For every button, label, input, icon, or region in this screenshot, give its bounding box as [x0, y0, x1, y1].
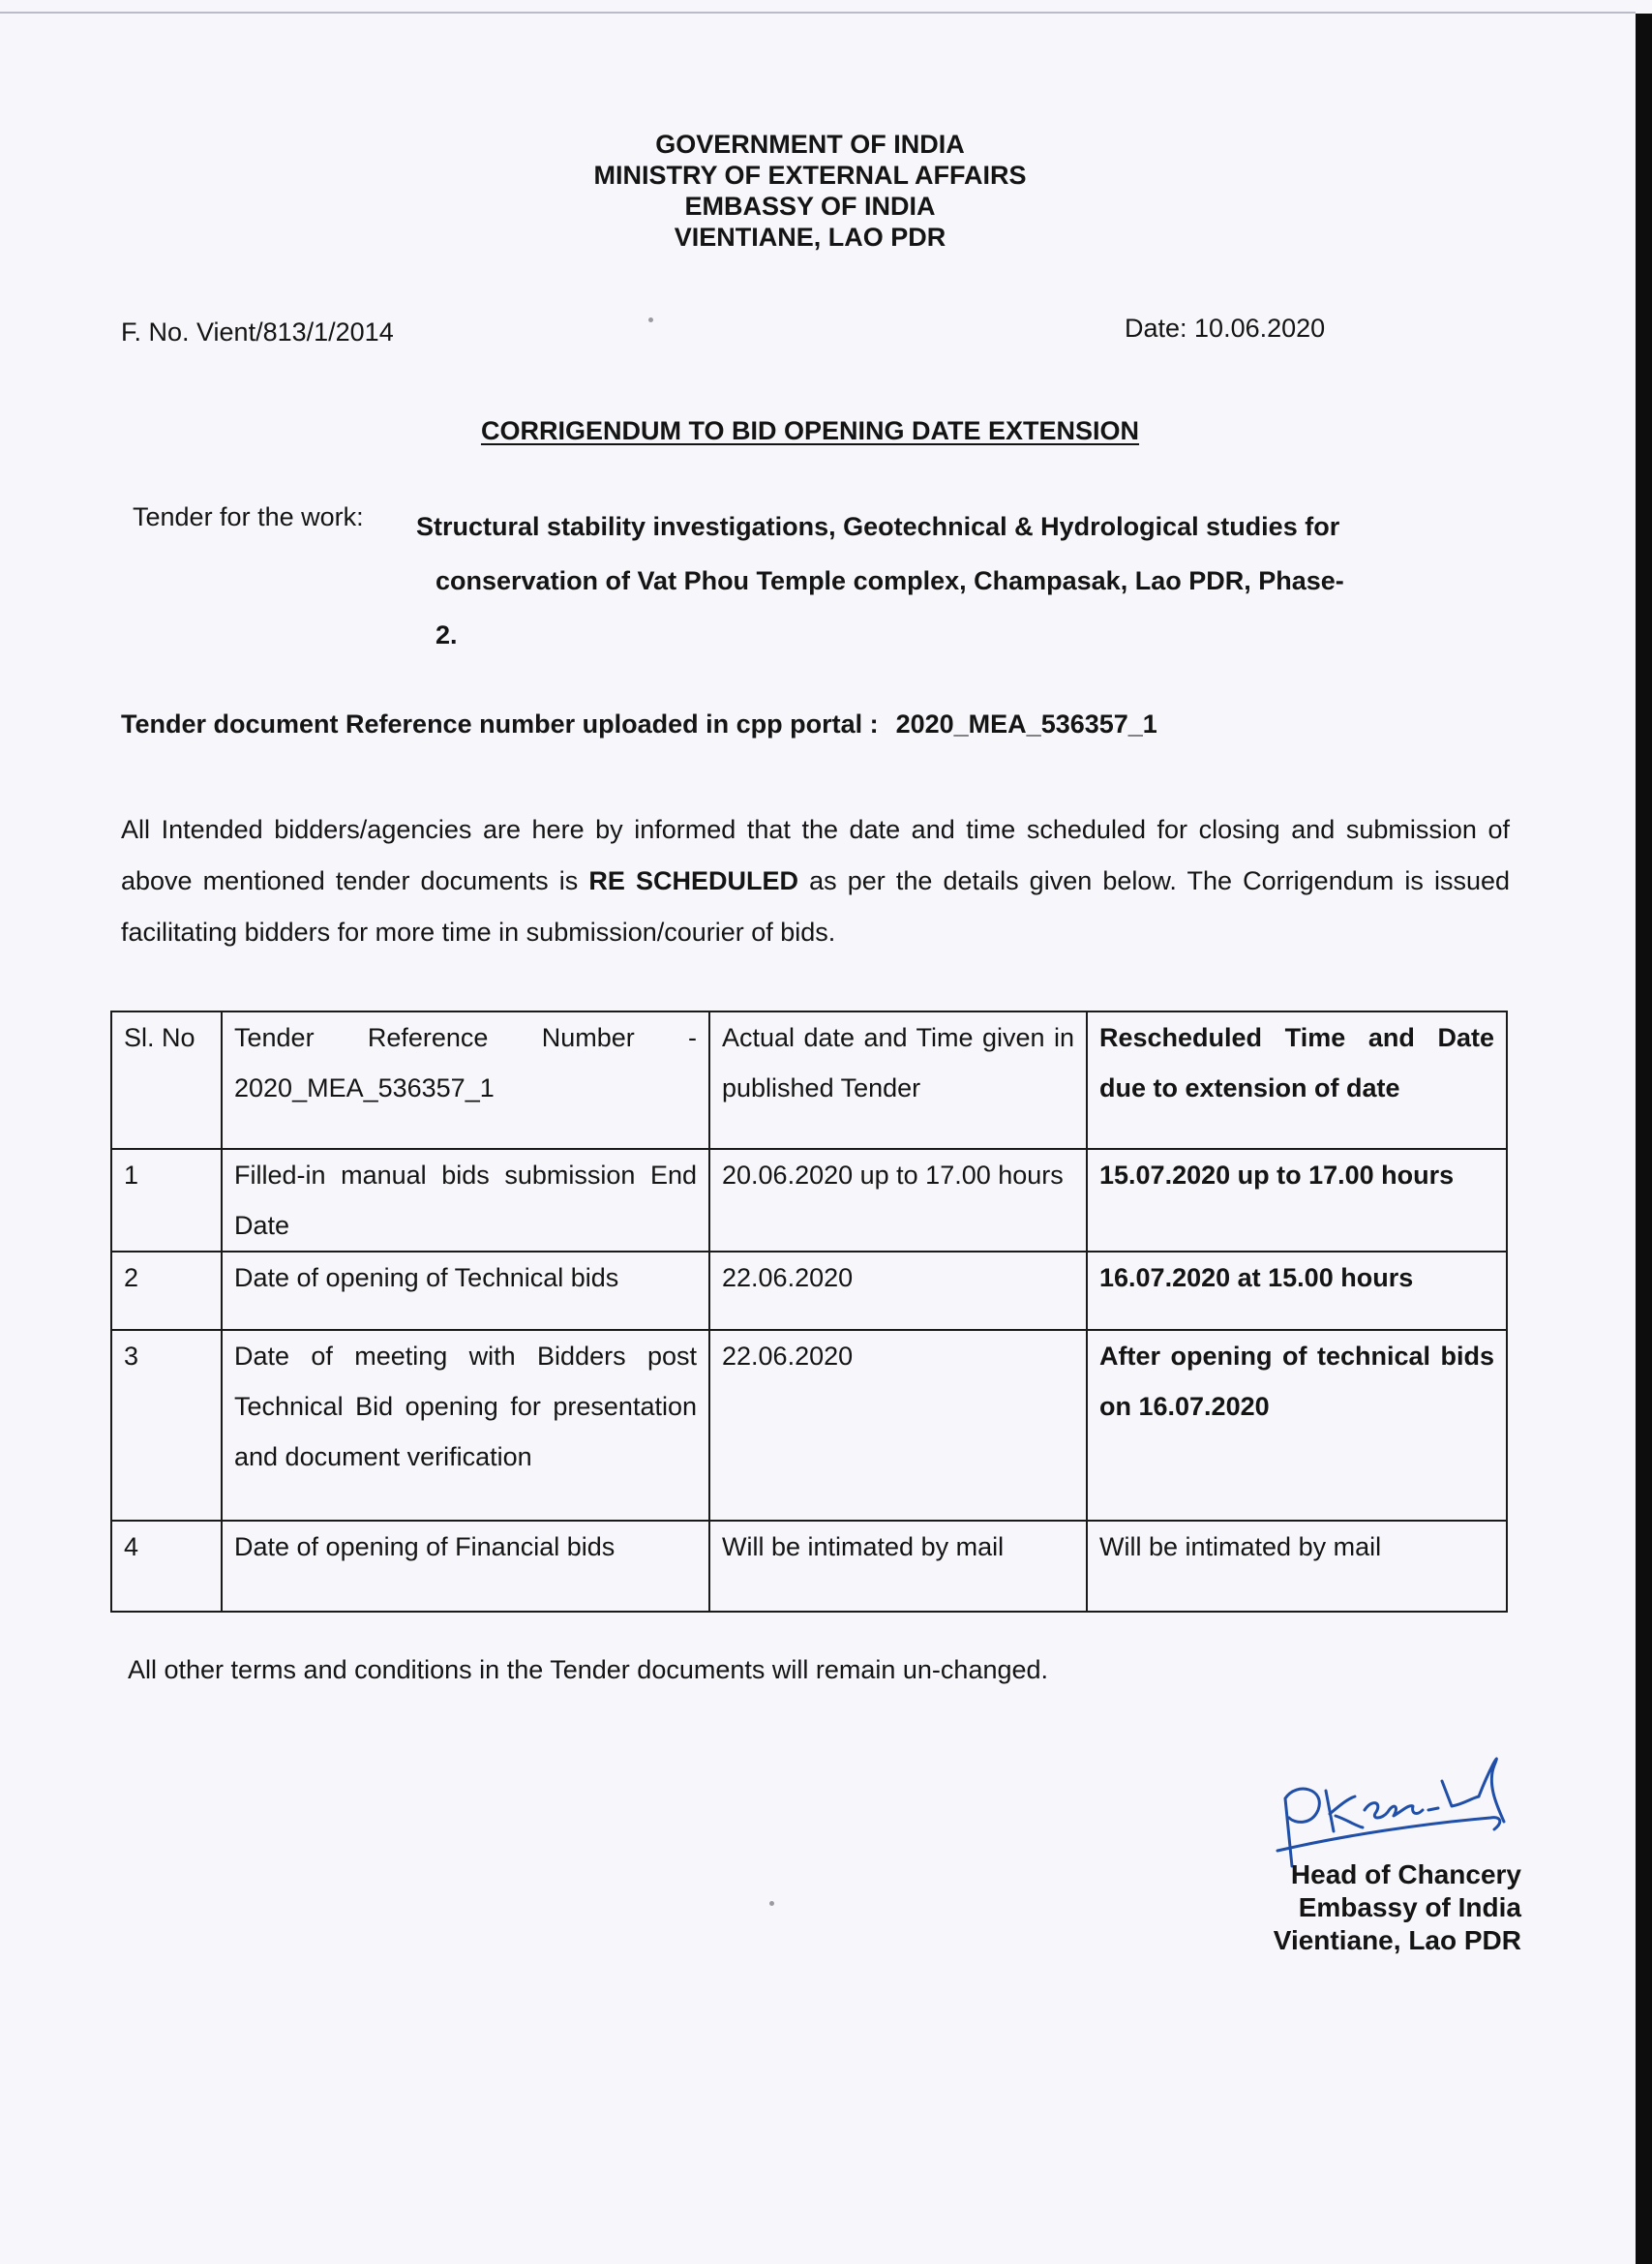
faint-stamp-impression: [1123, 2004, 1471, 2081]
tender-work-line-2: conservation of Vat Phou Temple complex, Champasak, Lao PDR, Phase-: [436, 566, 1344, 595]
tender-work-line-1: Structural stability investigations, Geotechnical & Hydrological studies for: [416, 512, 1340, 541]
letterhead-line-city: VIENTIANE, LAO PDR: [674, 223, 946, 252]
signatory-office: Embassy of India: [1298, 1892, 1521, 1922]
table-row: [111, 1149, 1507, 1252]
cell-actual: Will be intimated by mail: [709, 1521, 1087, 1612]
table-row: [111, 1521, 1507, 1612]
file-number: F. No. Vient/813/1/2014: [121, 317, 394, 347]
notice-text-part-1: All Intended bidders/agencies are here by informed that the date and time scheduled for closing and submission of above mentioned tender documents is: [121, 815, 1510, 895]
document-date: Date: 10.06.2020: [1125, 314, 1326, 343]
cell-item: Date of opening of Financial bids: [222, 1521, 709, 1612]
cell-actual: 22.06.2020: [709, 1330, 1087, 1521]
schedule-table: [110, 1011, 1508, 1613]
signatory-location: Vientiane, Lao PDR: [1273, 1925, 1521, 1955]
cell-item: Date of opening of Technical bids: [222, 1252, 709, 1330]
cell-sl: 1: [111, 1149, 222, 1252]
tender-work-line-3: 2.: [436, 620, 458, 649]
letterhead: [0, 129, 1620, 253]
cell-item: Date of meeting with Bidders post Technical Bid opening for presentation and document verification: [222, 1330, 709, 1521]
cell-actual: 20.06.2020 up to 17.00 hours: [709, 1149, 1087, 1252]
signatory-block: [1161, 1858, 1521, 1957]
cell-rescheduled: After opening of technical bids on 16.07.2020: [1087, 1330, 1507, 1521]
tender-reference-label: Tender document Reference number uploaded in cpp portal :: [121, 709, 879, 739]
header-actual-date: Actual date and Time given in published Tender: [709, 1011, 1087, 1149]
table-row: [111, 1330, 1507, 1521]
cell-actual: 22.06.2020: [709, 1252, 1087, 1330]
cell-rescheduled: Will be intimated by mail: [1087, 1521, 1507, 1612]
cell-rescheduled: 16.07.2020 at 15.00 hours: [1087, 1252, 1507, 1330]
tender-work-label: Tender for the work:: [133, 502, 364, 531]
scan-border: [1636, 14, 1652, 2264]
tender-work-description: [416, 499, 1510, 662]
notice-paragraph: [121, 804, 1510, 958]
cell-item: Filled-in manual bids submission End Date: [222, 1149, 709, 1252]
cell-sl: 3: [111, 1330, 222, 1521]
page-top-edge: [0, 12, 1636, 14]
header-sl-no: Sl. No: [111, 1011, 222, 1149]
table-header-row: [111, 1011, 1507, 1149]
cell-sl: 2: [111, 1252, 222, 1330]
notice-emphasis: RE SCHEDULED: [588, 866, 798, 895]
tender-reference: [121, 709, 1157, 740]
signatory-designation: Head of Chancery: [1290, 1859, 1521, 1889]
scan-speck: [648, 317, 653, 322]
cell-rescheduled: 15.07.2020 up to 17.00 hours: [1087, 1149, 1507, 1252]
letterhead-line-embassy: EMBASSY OF INDIA: [684, 192, 936, 221]
letterhead-line-ministry: MINISTRY OF EXTERNAL AFFAIRS: [593, 161, 1027, 190]
letterhead-line-government: GOVERNMENT OF INDIA: [655, 130, 965, 159]
cell-sl: 4: [111, 1521, 222, 1612]
header-rescheduled-date: Rescheduled Time and Date due to extension of date: [1087, 1011, 1507, 1149]
tender-reference-value: 2020_MEA_536357_1: [895, 709, 1157, 739]
notice-text-part-2: as per the details given below. The Corrigendum is issued facilitating bidders for more time in submission/courier of bids.: [121, 866, 1511, 947]
footer-note: All other terms and conditions in the Tender documents will remain un-changed.: [128, 1655, 1049, 1684]
scan-speck: [769, 1901, 774, 1906]
signature-icon: [1258, 1742, 1548, 1868]
header-tender-reference: Tender Reference Number - 2020_MEA_536357_1: [222, 1011, 709, 1149]
table-row: [111, 1252, 1507, 1330]
document-title: CORRIGENDUM TO BID OPENING DATE EXTENSION: [480, 416, 1140, 445]
